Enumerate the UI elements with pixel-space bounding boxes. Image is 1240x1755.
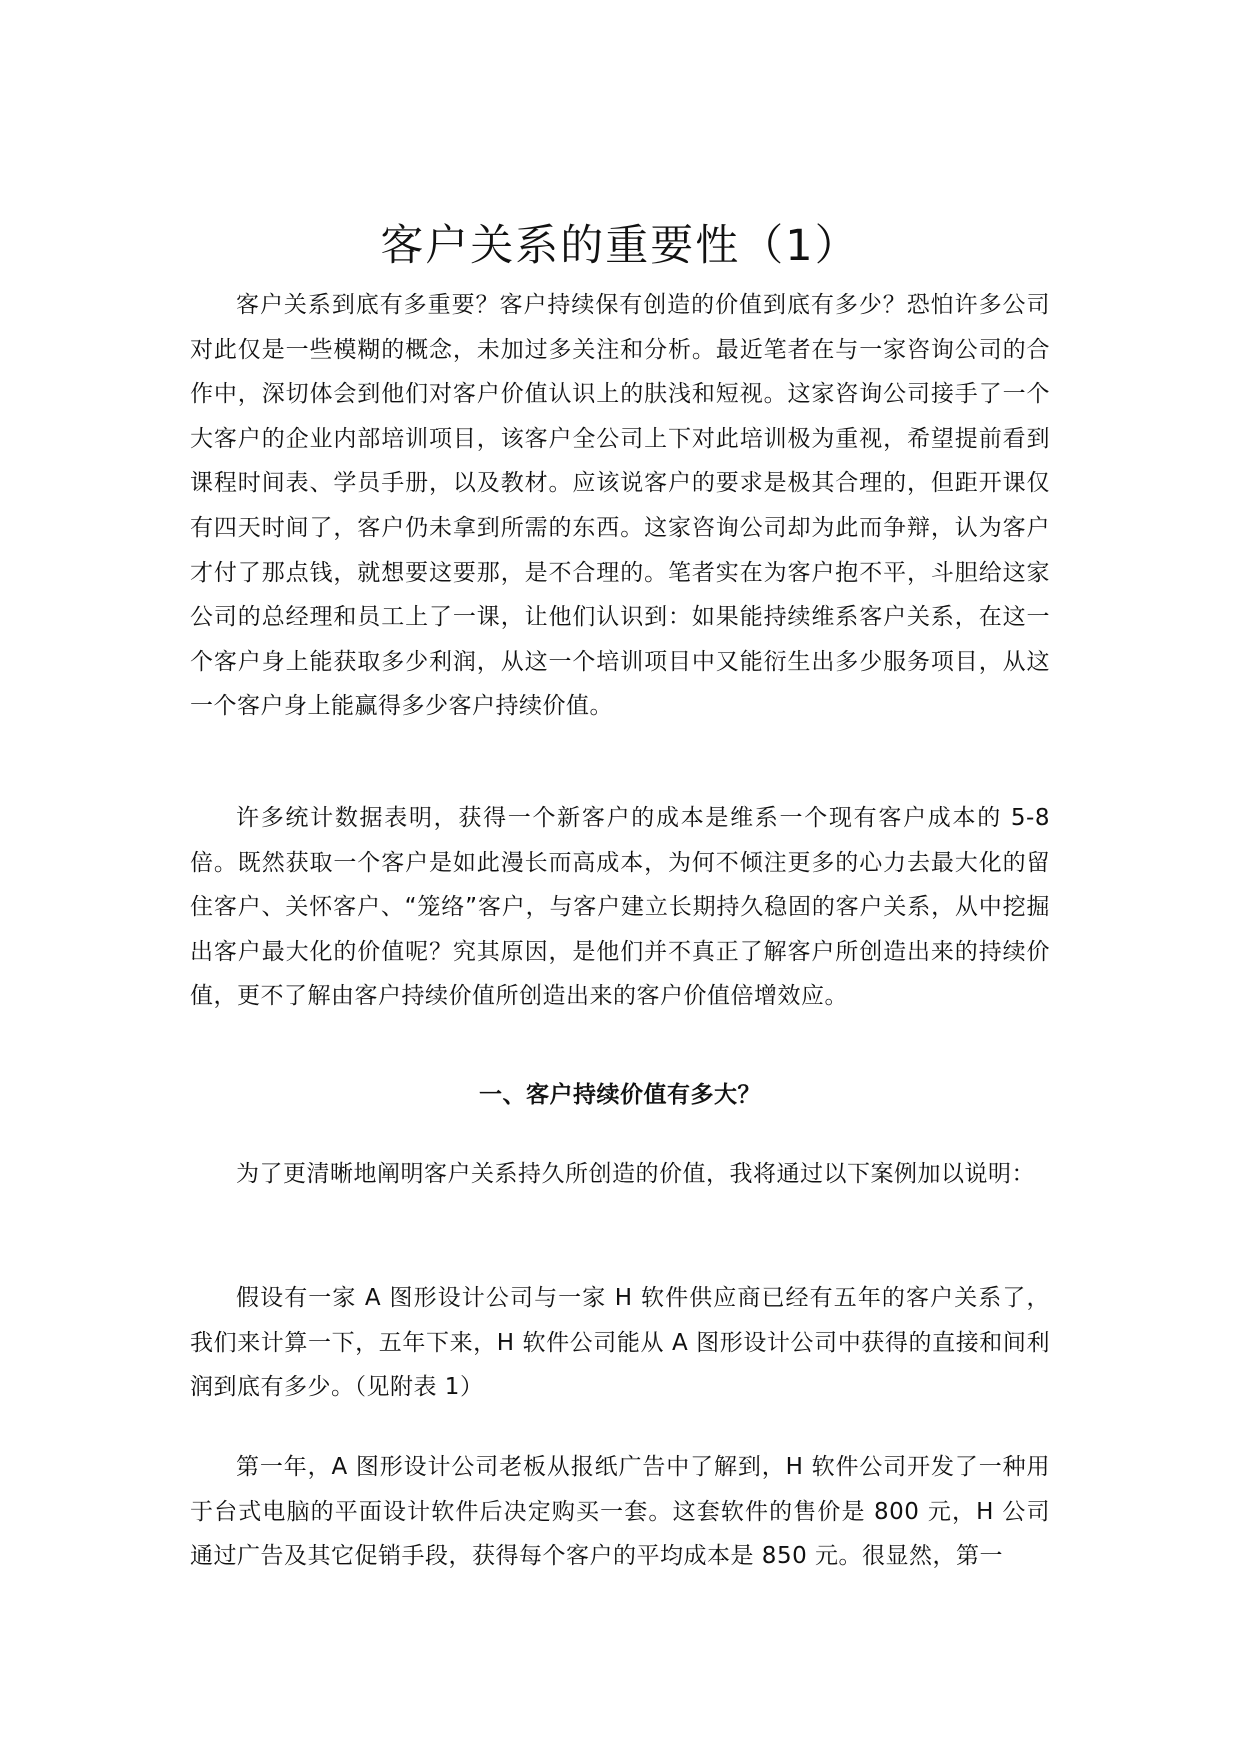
paragraph-statistics: 许多统计数据表明，获得一个新客户的成本是维系一个现有客户成本的 5-8 倍。既然获取一个客户是如此漫长而高成本，为何不倾注更多的心力去最大化的留住客户、关怀客户、“笼络”客户，与客户建立长期持久稳固的客户关系，从中挖掘出客户最大化的价值呢？究其原因，是他们并不真正了解客户所创造出来的持续价值，更不了解由客户持续价值所创造出来的客户价值倍增效应。: [190, 805, 1050, 1010]
paragraph-first-year: 第一年，A 图形设计公司老板从报纸广告中了解到，H 软件公司开发了一种用于台式电脑的平面设计软件后决定购买一套。这套软件的售价是 800 元，H 公司通过广告及其它促销手段，获得每个客户的平均成本是 850 元。很显然，第一: [190, 1454, 1050, 1570]
paragraph-case-assumption: 假设有一家 A 图形设计公司与一家 H 软件供应商已经有五年的客户关系了，我们来计算一下，五年下来，H 软件公司能从 A 图形设计公司中获得的直接和间利润到底有多少。（见附表 1）: [190, 1285, 1050, 1401]
paragraph-intro: 客户关系到底有多重要？客户持续保有创造的价值到底有多少？恐怕许多公司对此仅是一些模糊的概念，未加过多关注和分析。最近笔者在与一家咨询公司的合作中，深切体会到他们对客户价值认识上的肤浅和短视。这家咨询公司接手了一个大客户的企业内部培训项目，该客户全公司上下对此培训极为重视，希望提前看到课程时间表、学员手册，以及教材。应该说客户的要求是极其合理的，但距开课仅有四天时间了，客户仍未拿到所需的东西。这家咨询公司却为此而争辩，认为客户才付了那点钱，就想要这要那，是不合理的。笔者实在为客户抱不平，斗胆给这家公司的总经理和员工上了一课，让他们认识到：如果能持续维系客户关系，在这一个客户身上能获取多少利润，从这一个培训项目中又能衍生出多少服务项目，从这一个客户身上能赢得多少客户持续价值。: [190, 292, 1050, 720]
section-heading: 一、客户持续价值有多大？: [479, 1082, 761, 1108]
document-title: 客户关系的重要性（1）: [380, 221, 860, 271]
paragraph-case-intro: 为了更清晰地阐明客户关系持久所创造的价值，我将通过以下案例加以说明：: [236, 1161, 1035, 1187]
